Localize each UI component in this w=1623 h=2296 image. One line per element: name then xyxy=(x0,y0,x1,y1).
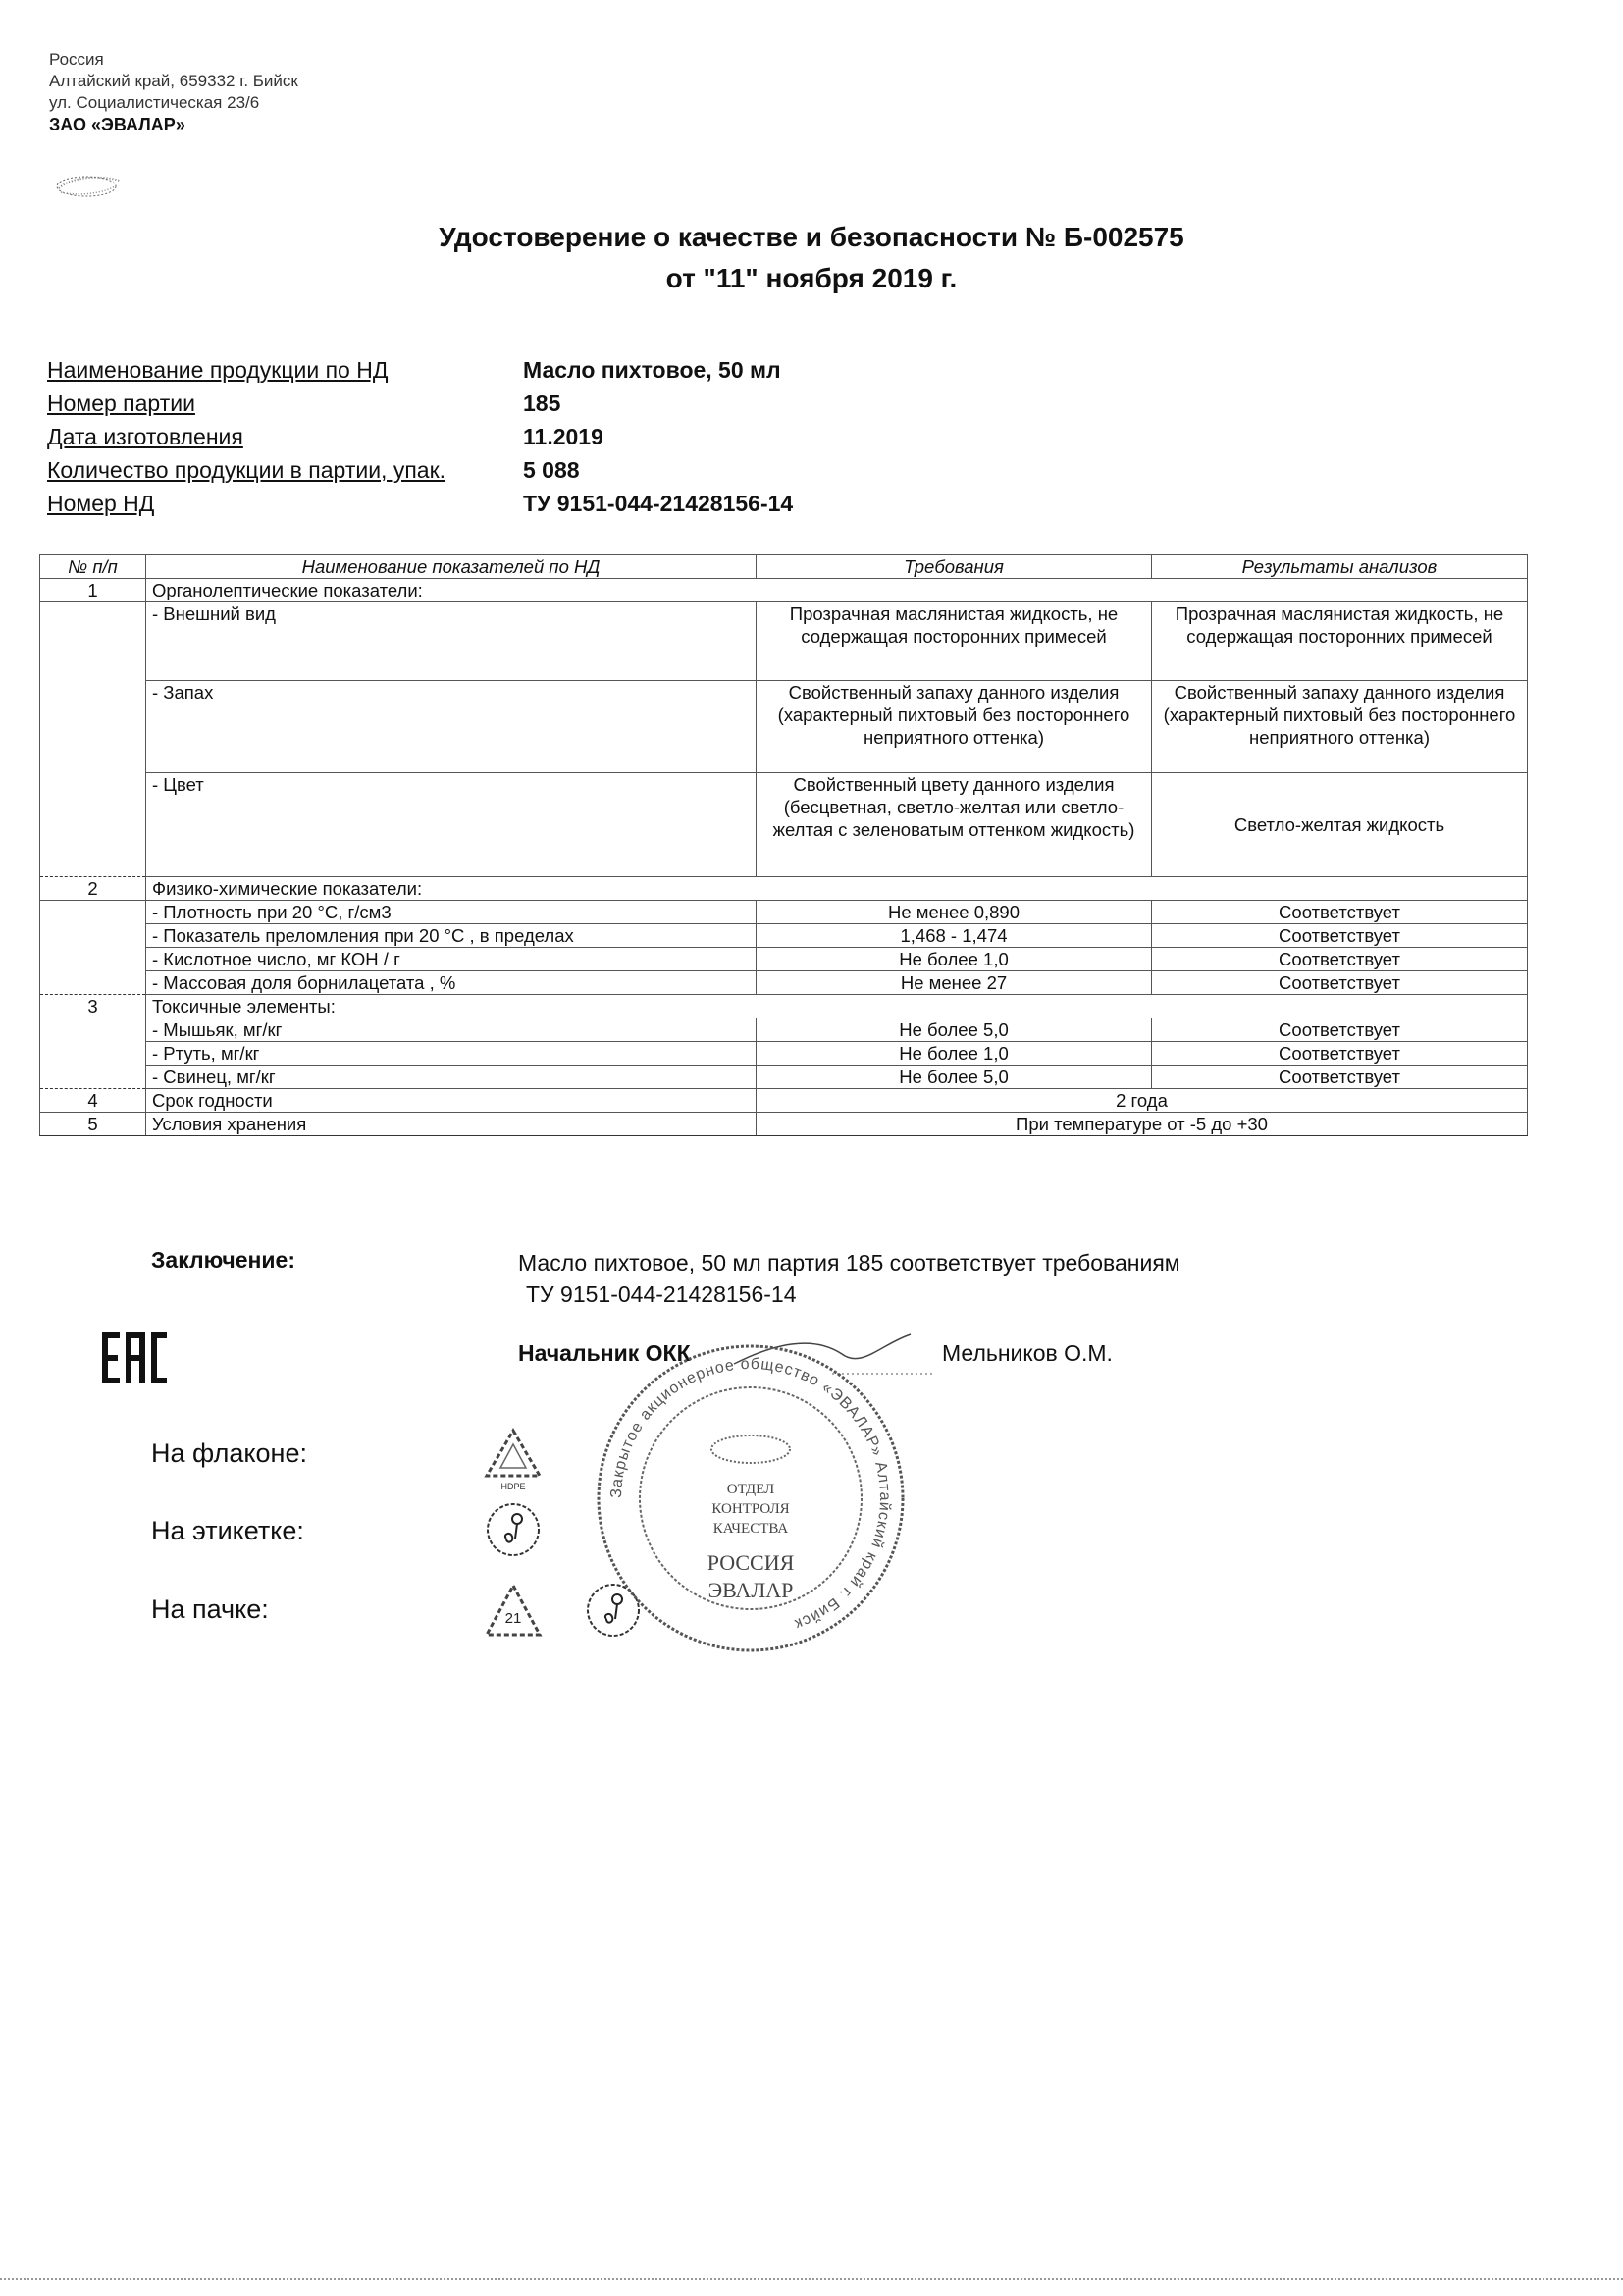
section-number: 2 xyxy=(40,877,146,901)
svg-text:КОНТРОЛЯ: КОНТРОЛЯ xyxy=(711,1501,790,1517)
indicator-name: - Массовая доля борнилацетата , % xyxy=(146,971,757,995)
indicator-name: - Цвет xyxy=(146,773,757,877)
company-name: ЗАО «ЭВАЛАР» xyxy=(49,115,185,134)
row-number: 5 xyxy=(40,1113,146,1136)
indicator-name: Срок годности xyxy=(146,1089,757,1113)
address-country: Россия xyxy=(49,50,104,69)
info-label: Количество продукции в партии, упак. xyxy=(47,457,446,483)
result: Соответствует xyxy=(1152,1018,1528,1042)
info-value: 11.2019 xyxy=(523,424,603,449)
conclusion-line-1: Масло пихтовое, 50 мл партия 185 соответствует требованиям xyxy=(518,1250,1180,1276)
info-value: ТУ 9151-044-21428156-14 xyxy=(523,491,794,516)
certificate-date: от "11" ноября 2019 г. xyxy=(665,263,958,293)
col-header-indicator: Наименование показателей по НД xyxy=(146,555,757,579)
page-bottom-edge xyxy=(0,2278,1623,2280)
requirement: Не менее 0,890 xyxy=(757,901,1152,924)
result: Соответствует xyxy=(1152,948,1528,971)
table-row xyxy=(40,901,1528,924)
info-label: Наименование продукции по НД xyxy=(47,357,389,383)
signer-position: Начальник ОКК xyxy=(518,1340,691,1366)
requirement: 1,468 - 1,474 xyxy=(757,924,1152,948)
info-label: Номер партии xyxy=(47,391,195,416)
svg-text:РОССИЯ: РОССИЯ xyxy=(707,1550,795,1575)
svg-text:Закрытое акционерное общество: Закрытое акционерное общество «ЭВАЛАР» Алтайский край г. Бийск xyxy=(607,1355,894,1633)
table-row xyxy=(40,948,1528,971)
requirement: Не более 5,0 xyxy=(757,1066,1152,1089)
col-header-results: Результаты анализов xyxy=(1152,555,1528,579)
result: Соответствует xyxy=(1152,971,1528,995)
eac-mark-icon xyxy=(100,1331,169,1385)
company-address xyxy=(49,49,298,135)
result: Светло-желтая жидкость xyxy=(1152,773,1528,877)
product-info xyxy=(47,357,793,524)
svg-text:21: 21 xyxy=(504,1610,522,1627)
result: Соответствует xyxy=(1152,924,1528,948)
table-row xyxy=(40,602,1528,681)
result: Соответствует xyxy=(1152,1066,1528,1089)
recycle-paper-icon xyxy=(479,1580,548,1644)
section-title: Физико-химические показатели: xyxy=(146,877,1528,901)
indicator-name: Условия хранения xyxy=(146,1113,757,1136)
indicator-name: - Ртуть, мг/кг xyxy=(146,1042,757,1066)
label-on-box: На пачке: xyxy=(151,1594,269,1624)
svg-text:КАЧЕСТВА: КАЧЕСТВА xyxy=(712,1521,789,1537)
label-on-bottle: На флаконе: xyxy=(151,1438,307,1468)
indicator-name: - Плотность при 20 °С, г/см3 xyxy=(146,901,757,924)
requirement: Не более 1,0 xyxy=(757,1042,1152,1066)
table-row xyxy=(40,924,1528,948)
col-header-number: № п/п xyxy=(40,555,146,579)
storage-value: При температуре от -5 до +30 xyxy=(757,1113,1528,1136)
info-row xyxy=(47,491,793,524)
requirement: Прозрачная маслянистая жидкость, не содержащая посторонних примесей xyxy=(757,602,1152,681)
indicator-name: - Показатель преломления при 20 °С , в пределах xyxy=(146,924,757,948)
section-title: Органолептические показатели: xyxy=(146,579,1528,602)
info-value: 185 xyxy=(523,391,561,416)
tidyman-icon xyxy=(483,1499,544,1560)
table-row xyxy=(40,681,1528,773)
quality-table xyxy=(39,554,1528,1136)
info-value: Масло пихтовое, 50 мл xyxy=(523,357,781,383)
indicator-name: - Кислотное число, мг КОН / г xyxy=(146,948,757,971)
certificate-title: Удостоверение о качестве и безопасности № Б-002575 xyxy=(439,222,1184,252)
table-row xyxy=(40,971,1528,995)
shelf-life-row xyxy=(40,1089,1528,1113)
conclusion-text xyxy=(518,1247,1180,1310)
info-label: Дата изготовления xyxy=(47,424,243,449)
result: Свойственный запаху данного изделия (характерный пихтовый без постороннего неприятного оттенка) xyxy=(1152,681,1528,773)
conclusion-line-2: ТУ 9151-044-21428156-14 xyxy=(526,1281,797,1307)
requirement: Свойственный запаху данного изделия (характерный пихтовый без постороннего неприятного оттенка) xyxy=(757,681,1152,773)
info-row xyxy=(47,457,793,491)
result: Прозрачная маслянистая жидкость, не содержащая посторонних примесей xyxy=(1152,602,1528,681)
company-logo-icon xyxy=(51,169,130,200)
address-line-1: Алтайский край, 659332 г. Бийск xyxy=(49,72,298,90)
address-line-2: ул. Социалистическая 23/6 xyxy=(49,93,260,112)
table-header-row xyxy=(40,555,1528,579)
row-number: 4 xyxy=(40,1089,146,1113)
svg-text:ОТДЕЛ: ОТДЕЛ xyxy=(726,1482,775,1497)
shelf-life-value: 2 года xyxy=(757,1089,1528,1113)
table-row xyxy=(40,1066,1528,1089)
section-row-physicochemical xyxy=(40,877,1528,901)
requirement: Свойственный цвету данного изделия (бесцветная, светло-желтая или светло-желтая с зеленоватым оттенком жидкость) xyxy=(757,773,1152,877)
indicator-name: - Мышьяк, мг/кг xyxy=(146,1018,757,1042)
section-row-organoleptic xyxy=(40,579,1528,602)
result: Соответствует xyxy=(1152,1042,1528,1066)
svg-text:ЭВАЛАР: ЭВАЛАР xyxy=(707,1578,794,1602)
conclusion-label: Заключение: xyxy=(151,1247,295,1273)
requirement: Не более 5,0 xyxy=(757,1018,1152,1042)
info-row xyxy=(47,391,793,424)
info-label: Номер НД xyxy=(47,491,155,516)
table-row xyxy=(40,1018,1528,1042)
info-value: 5 088 xyxy=(523,457,580,483)
svg-text:HDPE: HDPE xyxy=(500,1482,526,1491)
table-row xyxy=(40,1042,1528,1066)
section-title: Токсичные элементы: xyxy=(146,995,1528,1018)
storage-row xyxy=(40,1113,1528,1136)
result: Соответствует xyxy=(1152,901,1528,924)
table-row xyxy=(40,773,1528,877)
recycle-hdpe-icon xyxy=(479,1425,548,1495)
indicator-name: - Внешний вид xyxy=(146,602,757,681)
requirement: Не более 1,0 xyxy=(757,948,1152,971)
info-row xyxy=(47,357,793,391)
label-on-label: На этикетке: xyxy=(151,1516,304,1545)
requirement: Не менее 27 xyxy=(757,971,1152,995)
quality-control-stamp xyxy=(589,1336,913,1660)
info-row xyxy=(47,424,793,457)
section-number: 1 xyxy=(40,579,146,602)
section-row-toxic xyxy=(40,995,1528,1018)
indicator-name: - Свинец, мг/кг xyxy=(146,1066,757,1089)
col-header-requirements: Требования xyxy=(757,555,1152,579)
signer-name: Мельников О.М. xyxy=(942,1340,1113,1366)
indicator-name: - Запах xyxy=(146,681,757,773)
section-number: 3 xyxy=(40,995,146,1018)
